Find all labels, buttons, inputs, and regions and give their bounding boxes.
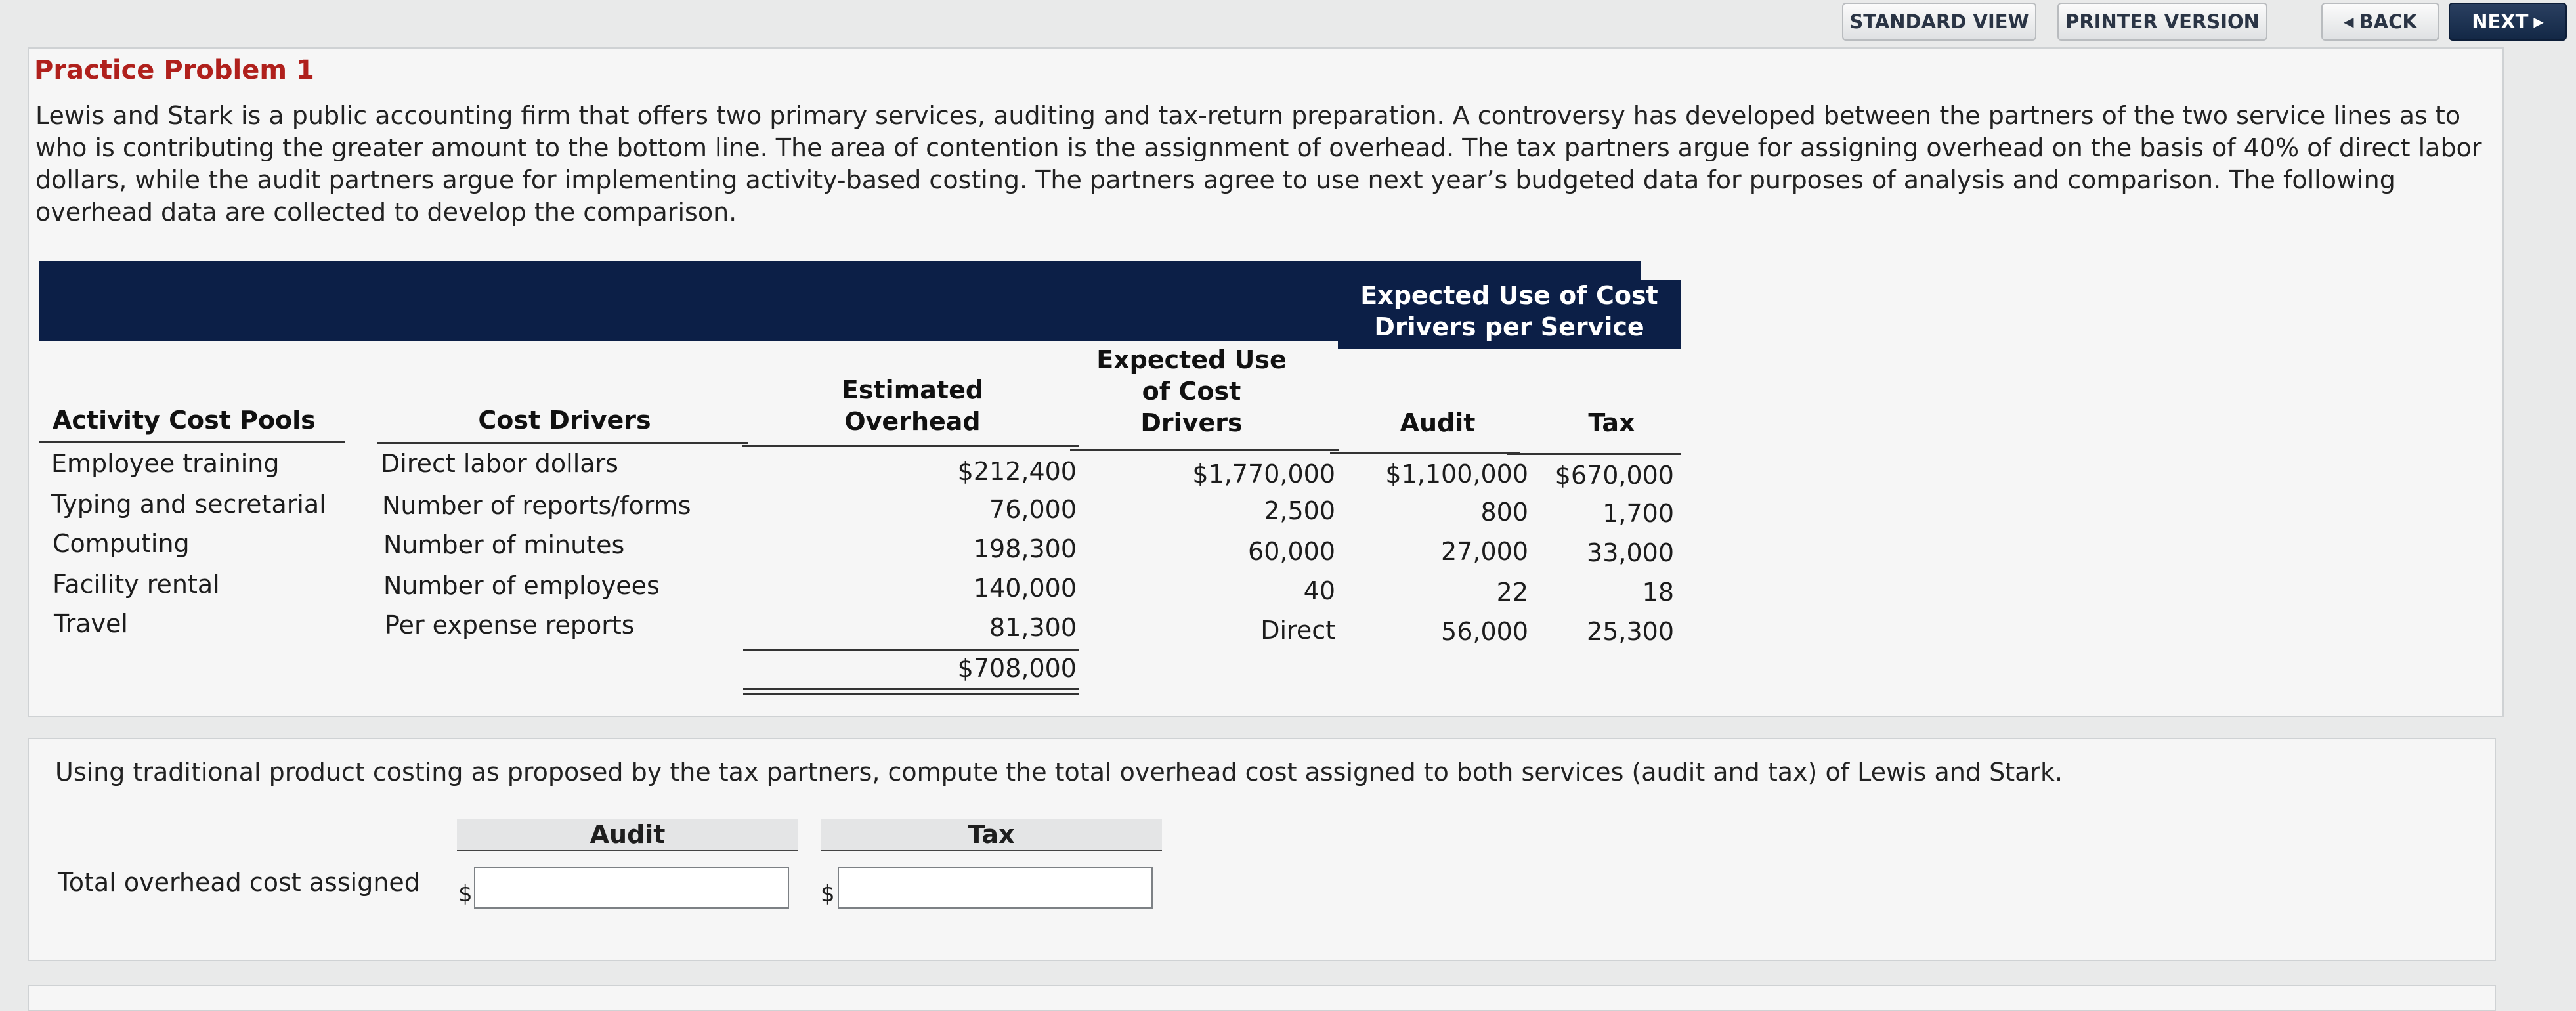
driver-underline (377, 442, 748, 444)
printer-version-button[interactable]: PRINTER VERSION (2057, 3, 2267, 41)
row1-overhead: $212,400 (957, 457, 1077, 486)
back-button[interactable] (2321, 3, 2439, 41)
tax-underline (1507, 453, 1681, 455)
row2-expected: 2,500 (1264, 496, 1335, 525)
row5-pool: Travel (54, 609, 128, 638)
row3-driver: Number of minutes (383, 530, 625, 559)
row3-audit: 27,000 (1441, 537, 1528, 566)
row5-tax: 25,300 (1587, 617, 1674, 646)
answer-header-tax: Tax (821, 819, 1162, 851)
audit-overhead-input[interactable] (474, 867, 789, 909)
row4-tax: 18 (1642, 578, 1674, 607)
total-double-rule-2 (743, 693, 1079, 695)
total-overhead: $708,000 (957, 654, 1077, 683)
row2-overhead: 76,000 (989, 495, 1077, 524)
row4-expected: 40 (1303, 576, 1335, 605)
expected-use-group-header: Expected Use of Cost Drivers per Service (1338, 280, 1681, 349)
total-top-rule (743, 649, 1079, 651)
row2-tax: 1,700 (1602, 499, 1674, 528)
row2-audit: 800 (1480, 498, 1528, 527)
row3-pool: Computing (53, 529, 190, 558)
header-expected-use: Expected Use of Cost Drivers (1096, 345, 1287, 437)
back-label: BACK (2359, 11, 2417, 33)
row4-driver: Number of employees (383, 571, 660, 600)
problem-title: Practice Problem 1 (34, 55, 314, 85)
row5-overhead: 81,300 (989, 613, 1077, 642)
tax-overhead-input[interactable] (838, 867, 1153, 909)
row4-pool: Facility rental (53, 570, 220, 599)
expected-underline (1070, 449, 1339, 451)
audit-currency-symbol: $ (458, 881, 473, 907)
row3-overhead: 198,300 (973, 534, 1077, 563)
answer-header-audit: Audit (457, 819, 798, 851)
row1-driver: Direct labor dollars (381, 449, 618, 478)
header-estimated-overhead: Estimated Overhead (841, 376, 984, 436)
overhead-data-table (39, 261, 1674, 708)
standard-view-button[interactable]: STANDARD VIEW (1842, 3, 2036, 41)
header-cost-drivers: Cost Drivers (478, 406, 651, 435)
total-overhead-label: Total overhead cost assigned (58, 868, 420, 897)
chevron-right-icon: ▶ (2533, 14, 2544, 30)
pool-underline (39, 441, 345, 443)
row5-expected: Direct (1260, 616, 1335, 645)
next-question-panel (28, 985, 2496, 1011)
row2-pool: Typing and secretarial (51, 490, 326, 519)
audit-underline (1330, 452, 1520, 454)
row1-audit: $1,100,000 (1385, 460, 1528, 488)
overhead-underline (742, 445, 1079, 447)
row1-tax: $670,000 (1555, 461, 1674, 490)
row2-driver: Number of reports/forms (382, 491, 691, 520)
row3-expected: 60,000 (1248, 537, 1335, 566)
row4-overhead: 140,000 (973, 574, 1077, 603)
top-toolbar (0, 0, 2576, 53)
row5-driver: Per expense reports (385, 611, 635, 639)
row4-audit: 22 (1496, 578, 1528, 607)
header-activity-cost-pools: Activity Cost Pools (53, 406, 316, 435)
chevron-left-icon: ◀ (2344, 14, 2354, 30)
row1-pool: Employee training (51, 449, 280, 478)
header-audit: Audit (1400, 408, 1476, 437)
row5-audit: 56,000 (1441, 617, 1528, 646)
problem-intro: Lewis and Stark is a public accounting firm that offers two primary services, auditing and tax-return preparation. A controversy has developed between the partners of the two service lines as to who is contributing the greater amount to the bottom line. The area of contention is the assignment of overhead. The tax partners argue for assigning overhead on the basis of 40% of direct labor dollars, while the audit partners argue for implementing activity-based costing. The partners agree to use next year’s budgeted data for purposes of analysis and comparison. The following overhead data are collected to develop the comparison. (35, 101, 2482, 226)
row3-tax: 33,000 (1587, 538, 1674, 567)
next-label: NEXT (2472, 11, 2529, 33)
header-tax: Tax (1588, 408, 1635, 437)
tax-currency-symbol: $ (821, 881, 835, 907)
question-prompt: Using traditional product costing as proposed by the tax partners, compute the total overhead cost assigned to both services (audit and tax) of Lewis and Stark. (55, 758, 2063, 786)
row1-expected: $1,770,000 (1192, 460, 1335, 488)
next-button[interactable] (2449, 3, 2567, 41)
total-double-rule-1 (743, 688, 1079, 690)
